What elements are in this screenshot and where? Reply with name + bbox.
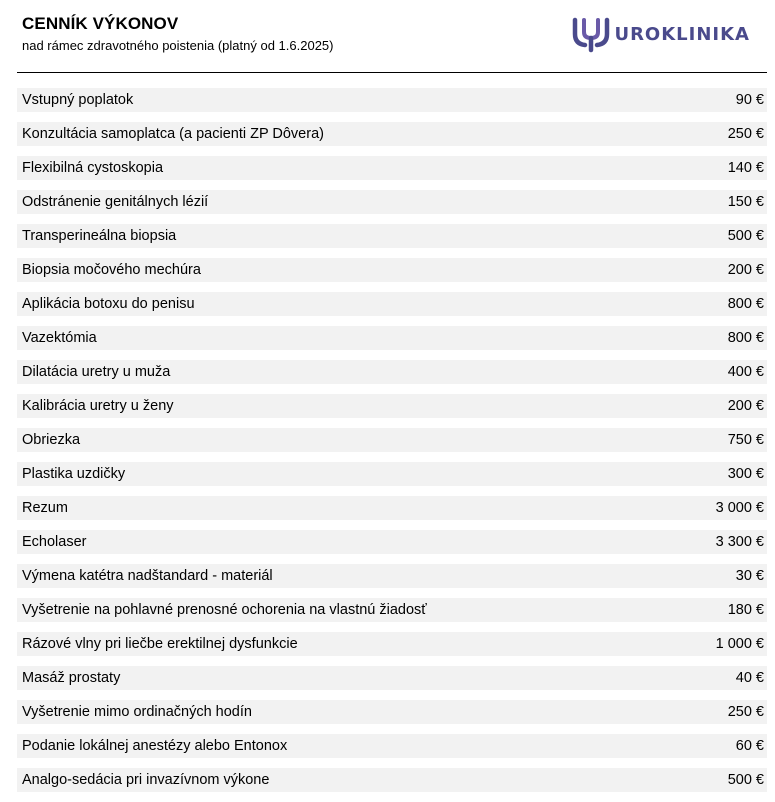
price-row: [17, 360, 767, 384]
service-price: 200 €: [727, 262, 764, 278]
service-price: 90 €: [735, 92, 764, 108]
service-price: 300 €: [727, 466, 764, 482]
price-row: [17, 496, 767, 520]
price-row: [17, 462, 767, 486]
service-price: 60 €: [735, 738, 764, 754]
page-subtitle: nad rámec zdravotného poistenia (platný od 1.6.2025): [22, 38, 334, 53]
service-name: Dilatácia uretry u muža: [22, 364, 171, 380]
price-row: [17, 326, 767, 350]
price-row: [17, 666, 767, 690]
service-price: 3 000 €: [715, 500, 764, 516]
price-row: [17, 564, 767, 588]
service-price: 800 €: [727, 296, 764, 312]
service-price: 1 000 €: [715, 636, 764, 652]
uroklinika-logo-icon: [571, 14, 611, 54]
service-price: 40 €: [735, 670, 764, 686]
service-price: 3 300 €: [715, 534, 764, 550]
price-row: [17, 632, 767, 656]
price-row: [17, 598, 767, 622]
service-price: 200 €: [727, 398, 764, 414]
service-name: Masáž prostaty: [22, 670, 121, 686]
service-name: Obriezka: [22, 432, 81, 448]
service-price: 500 €: [727, 228, 764, 244]
service-name: Vyšetrenie na pohlavné prenosné ochorenia na vlastnú žiadosť: [22, 602, 427, 618]
price-row: [17, 530, 767, 554]
service-name: Vazektómia: [22, 330, 97, 346]
service-price: 250 €: [727, 704, 764, 720]
price-row: [17, 394, 767, 418]
service-name: Podanie lokálnej anestézy alebo Entonox: [22, 738, 288, 754]
service-name: Vyšetrenie mimo ordinačných hodín: [22, 704, 252, 720]
service-name: Biopsia močového mechúra: [22, 262, 201, 278]
uroklinika-logo: [571, 14, 750, 54]
service-price: 30 €: [735, 568, 764, 584]
service-name: Vstupný poplatok: [22, 92, 134, 108]
service-name: Plastika uzdičky: [22, 466, 126, 482]
service-price: 400 €: [727, 364, 764, 380]
service-price: 800 €: [727, 330, 764, 346]
price-list: [17, 88, 767, 802]
service-price: 180 €: [727, 602, 764, 618]
service-price: 140 €: [727, 160, 764, 176]
price-row: [17, 768, 767, 792]
price-row: [17, 428, 767, 452]
price-row: [17, 88, 767, 112]
service-name: Rezum: [22, 500, 68, 516]
service-price: 750 €: [727, 432, 764, 448]
page-header: [22, 12, 762, 68]
price-row: [17, 734, 767, 758]
price-row: [17, 224, 767, 248]
price-row: [17, 700, 767, 724]
service-name: Flexibilná cystoskopia: [22, 160, 164, 176]
service-price: 500 €: [727, 772, 764, 788]
service-price: 150 €: [727, 194, 764, 210]
logo-wordmark: UROKLINIKA: [614, 23, 750, 45]
price-row: [17, 190, 767, 214]
service-name: Výmena katétra nadštandard - materiál: [22, 568, 273, 584]
service-name: Kalibrácia uretry u ženy: [22, 398, 174, 414]
service-name: Aplikácia botoxu do penisu: [22, 296, 195, 312]
service-name: Rázové vlny pri liečbe erektilnej dysfunkcie: [22, 636, 298, 652]
service-name: Transperineálna biopsia: [22, 228, 177, 244]
price-row: [17, 122, 767, 146]
service-name: Konzultácia samoplatca (a pacienti ZP Dôvera): [22, 126, 324, 142]
price-row: [17, 292, 767, 316]
price-row: [17, 156, 767, 180]
service-name: Echolaser: [22, 534, 87, 550]
header-divider: [17, 72, 767, 73]
price-row: [17, 258, 767, 282]
service-price: 250 €: [727, 126, 764, 142]
service-name: Analgo-sedácia pri invazívnom výkone: [22, 772, 270, 788]
service-name: Odstránenie genitálnych lézií: [22, 194, 209, 210]
page-title: CENNÍK VÝKONOV: [22, 14, 179, 33]
